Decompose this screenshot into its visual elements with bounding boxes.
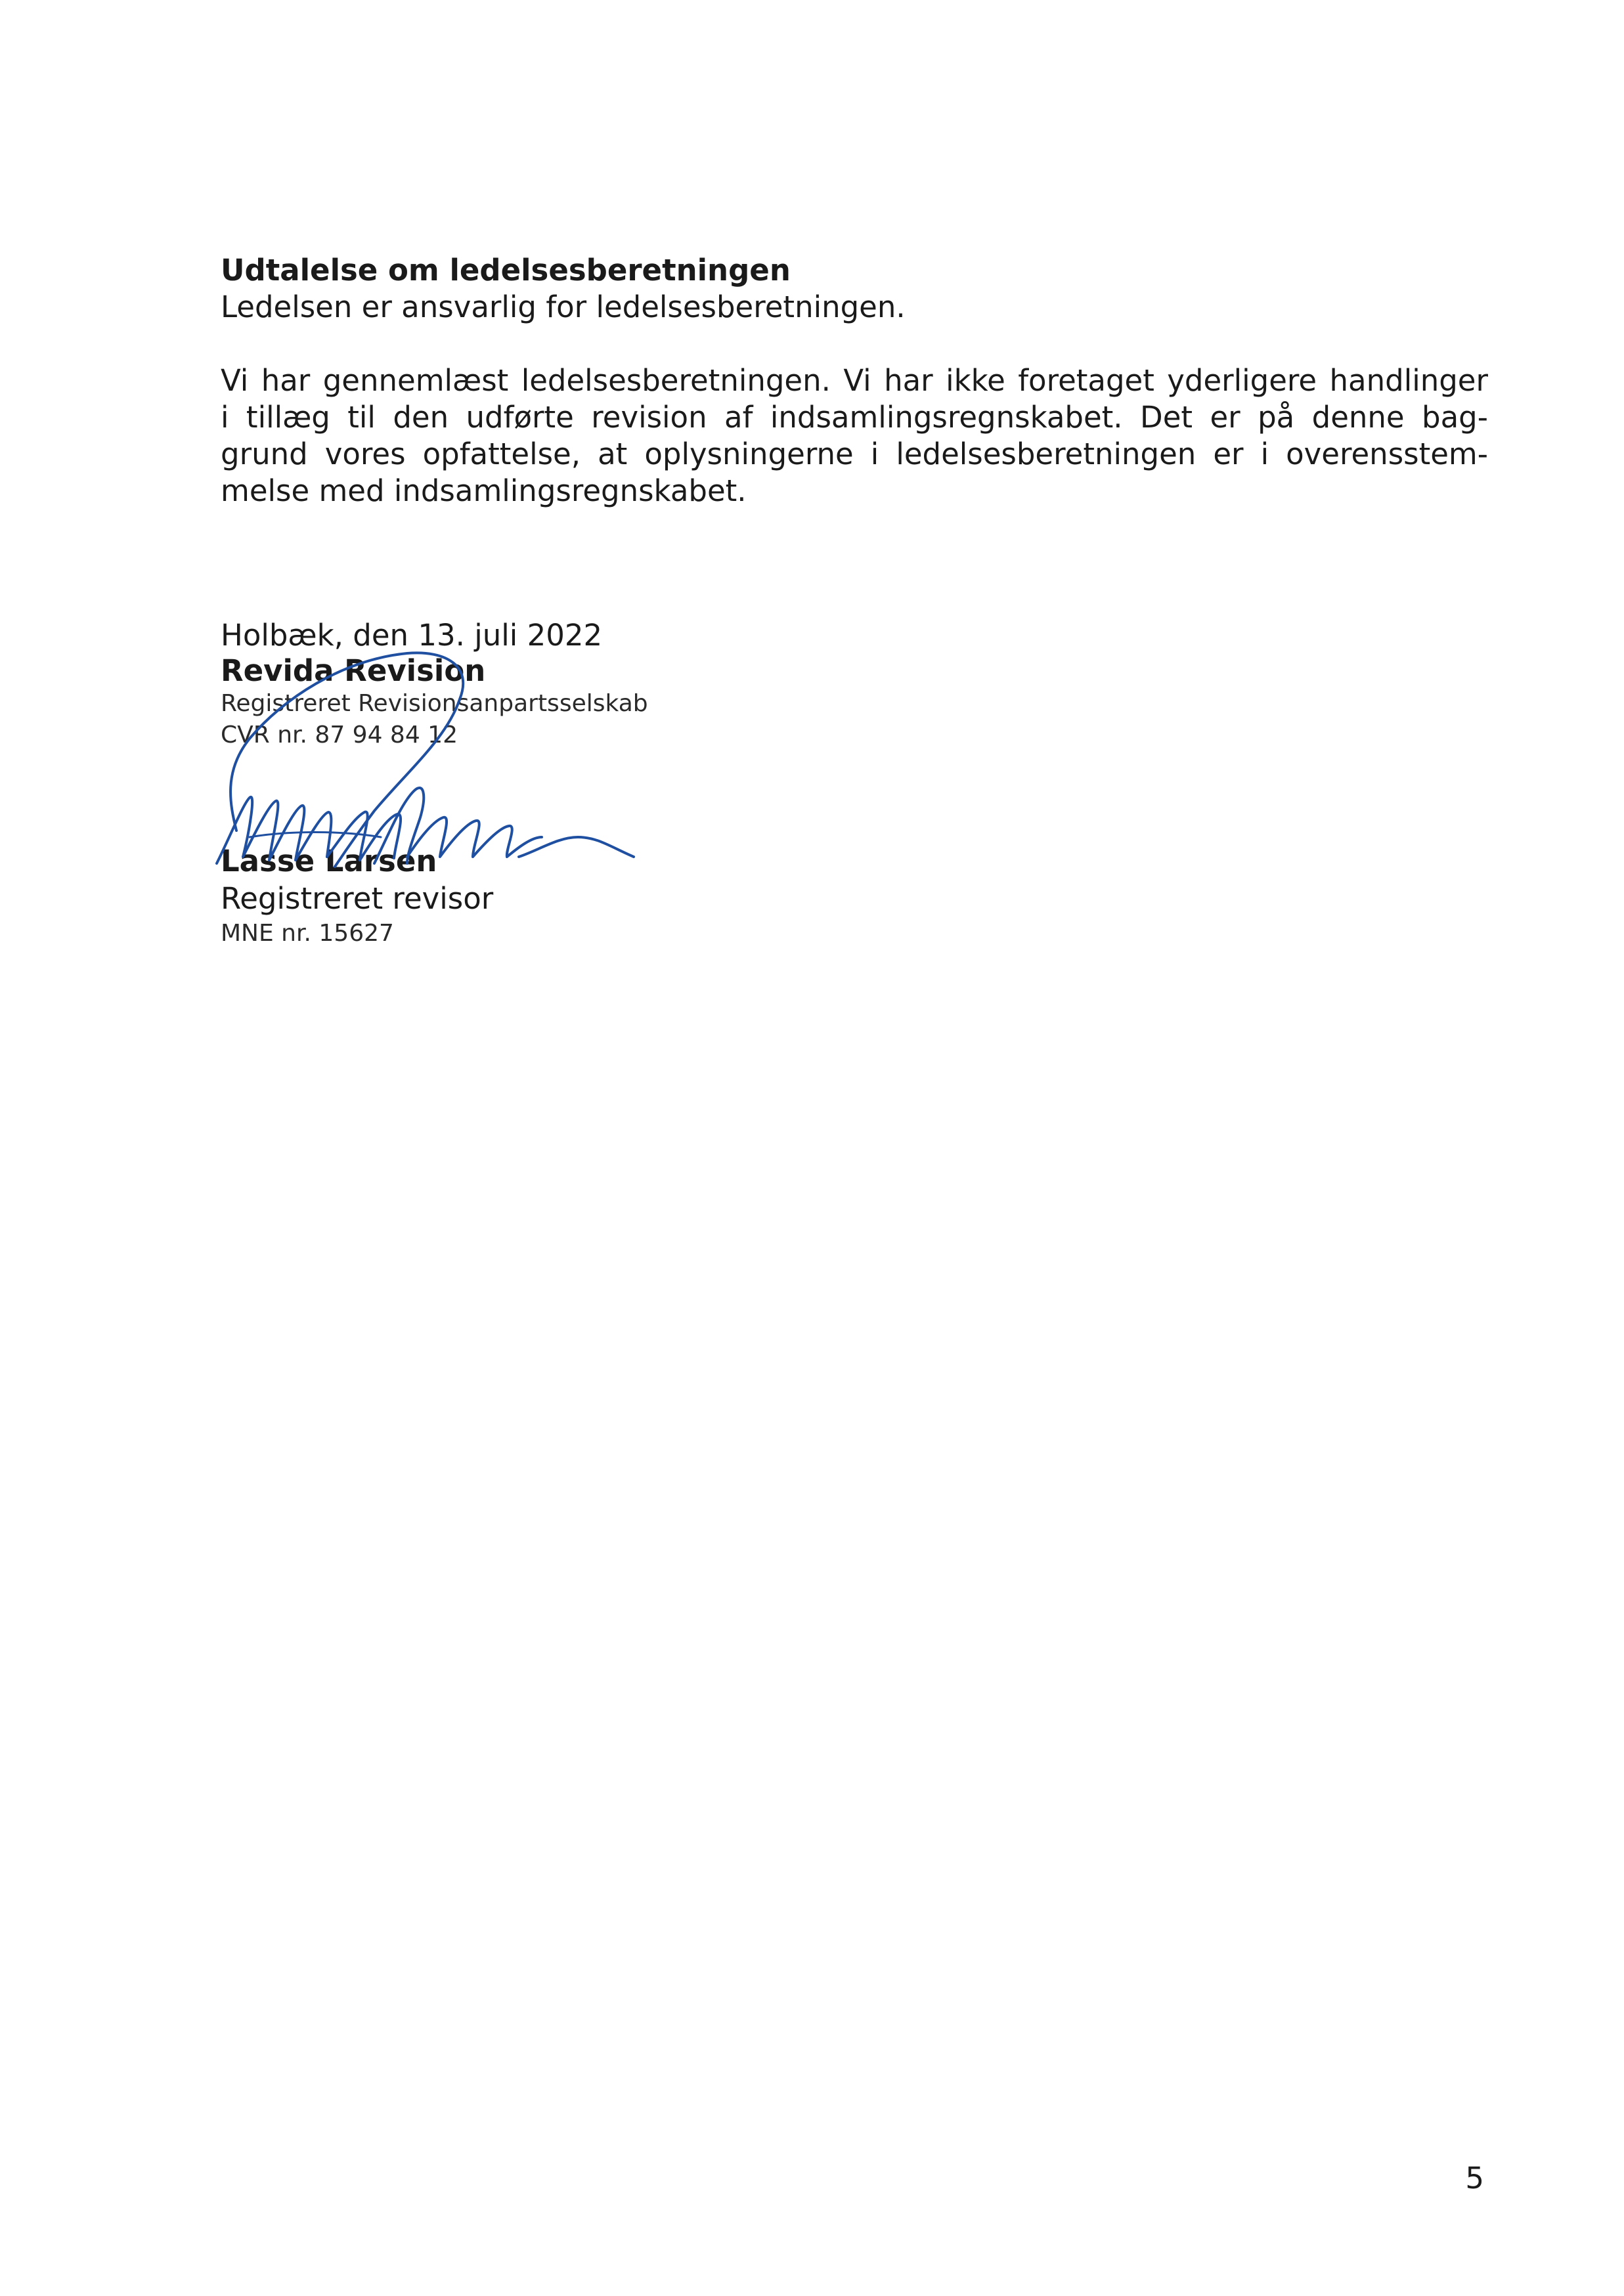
paragraph-line: i tillæg til den udførte revision af indsamlingsregnskabet. Det er på denne bag-: [221, 400, 1488, 435]
firm-type: Registreret Revisionsanpartsselskab: [221, 690, 648, 717]
section-heading: Udtalelse om ledelsesberetningen: [221, 253, 791, 288]
signature-block: [221, 617, 943, 949]
firm-name: Revida Revision: [221, 653, 486, 688]
statement-section: [221, 252, 1488, 509]
page-number: 5: [1465, 2161, 1484, 2196]
paragraph-line: Vi har gennemlæst ledelsesberetningen. Vi har ikke foretaget yderligere handlinger: [221, 363, 1488, 398]
paragraph-line: melse med indsamlingsregnskabet.: [221, 473, 747, 508]
place-date: Holbæk, den 13. juli 2022: [221, 618, 603, 653]
paragraph-responsibility: Ledelsen er ansvarlig for ledelsesberetningen.: [221, 290, 906, 324]
paragraph-opinion: [221, 362, 1488, 509]
paragraph-line: grund vores opfattelse, at oplysningerne i ledelsesberetningen er i overensstem-: [221, 437, 1488, 471]
signature-space: [221, 751, 943, 843]
signer-mne: MNE nr. 15627: [221, 920, 394, 947]
signer-name: Lasse Larsen: [221, 844, 437, 878]
firm-cvr: CVR nr. 87 94 84 12: [221, 722, 458, 748]
paragraph-gap: [221, 326, 1488, 362]
signer-title: Registreret revisor: [221, 881, 494, 916]
